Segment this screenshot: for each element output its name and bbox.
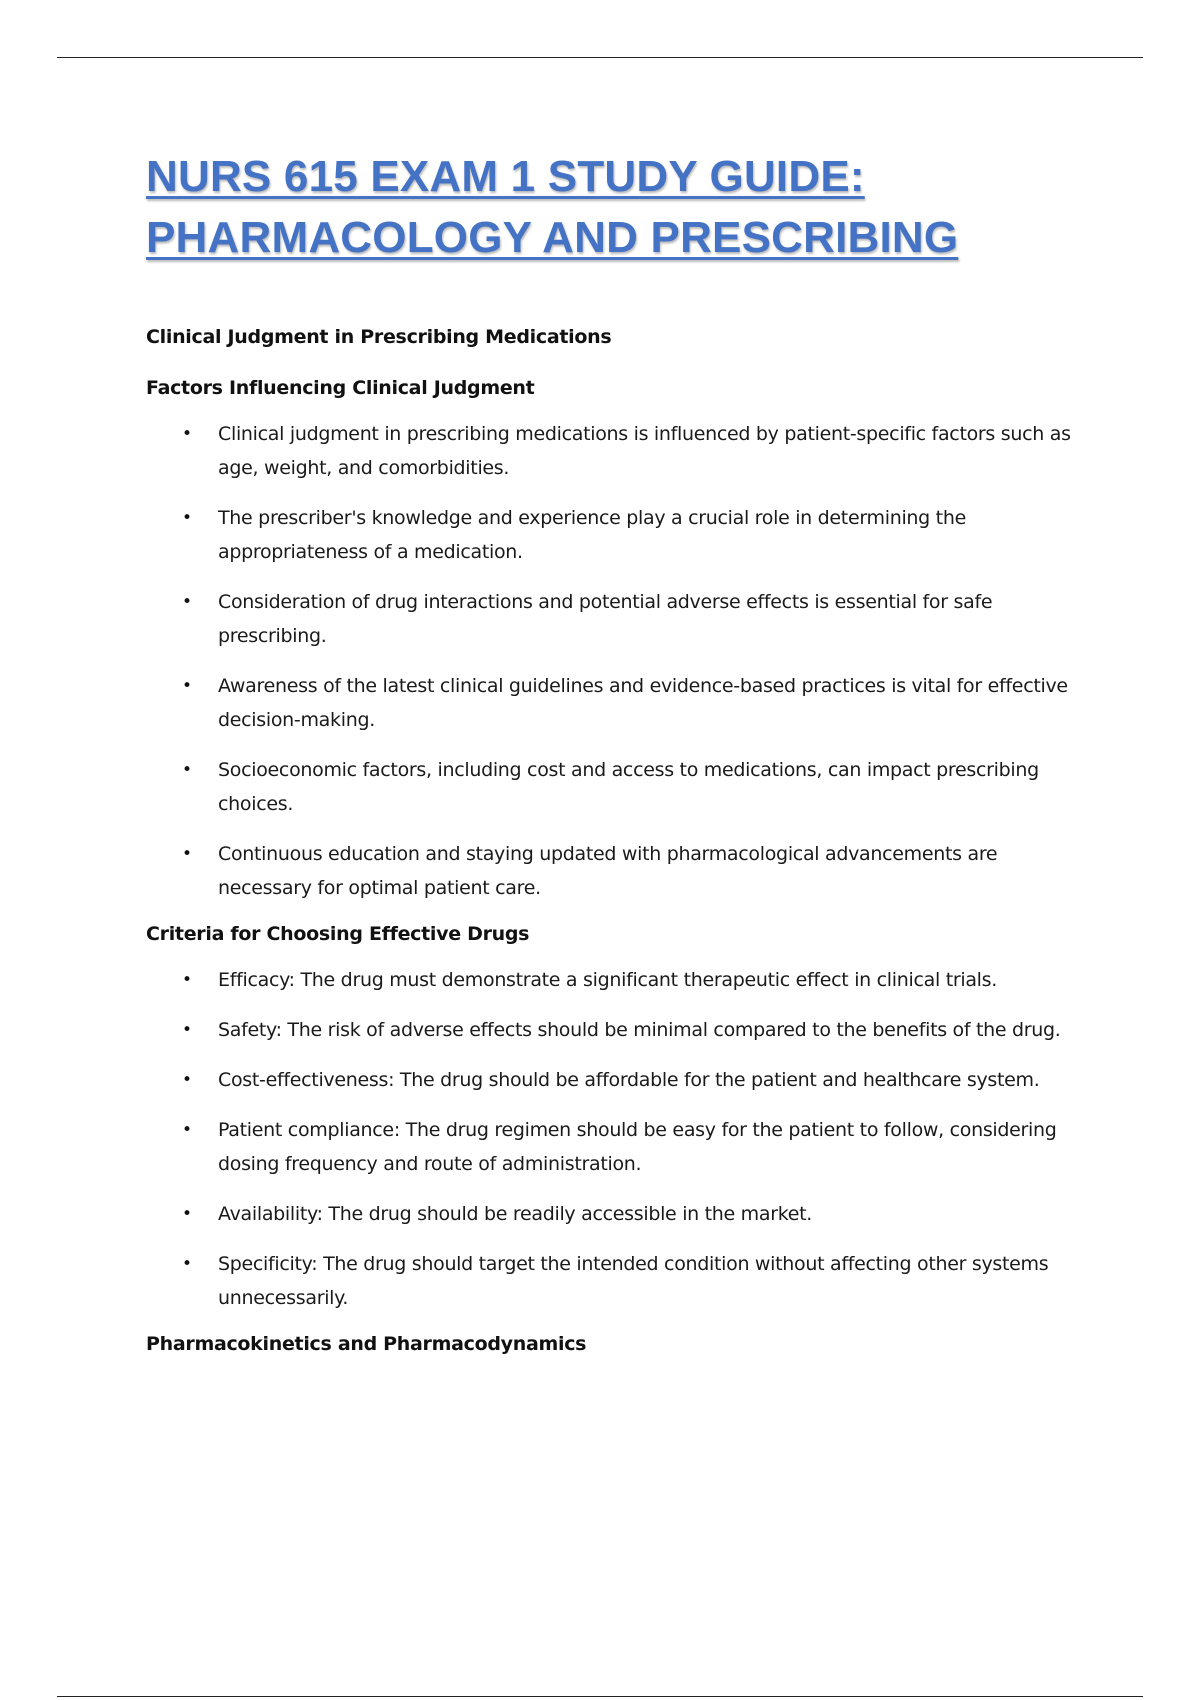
heading-clinical-judgment: Clinical Judgment in Prescribing Medications — [146, 326, 612, 348]
list-item-text: Safety: The risk of adverse effects should be minimal compared to the benefits of the drug. — [218, 1019, 1061, 1041]
page-content — [146, 146, 1096, 1373]
list-item — [146, 837, 1096, 905]
document-title-line-2: PHARMACOLOGY AND PRESCRIBING — [146, 213, 959, 262]
list-item-text: Efficacy: The drug must demonstrate a significant therapeutic effect in clinical trials. — [218, 969, 997, 991]
document-title — [146, 146, 1096, 268]
list-item — [146, 669, 1096, 737]
list-item — [146, 1113, 1096, 1181]
list-item — [146, 1013, 1096, 1047]
list-item-text: Cost-effectiveness: The drug should be affordable for the patient and healthcare system. — [218, 1069, 1040, 1091]
criteria-bullet-list — [146, 963, 1096, 1315]
bullet-icon: • — [182, 508, 192, 528]
list-item-text: Awareness of the latest clinical guidelines and evidence-based practices is vital for effective decision-making. — [218, 675, 1068, 731]
document-title-line-1: NURS 615 EXAM 1 STUDY GUIDE: — [146, 152, 865, 201]
list-item — [146, 585, 1096, 653]
bullet-icon: • — [182, 1070, 192, 1090]
list-item-text: The prescriber's knowledge and experience play a crucial role in determining the appropriateness of a medication. — [218, 507, 966, 563]
bullet-icon: • — [182, 760, 192, 780]
list-item-text: Socioeconomic factors, including cost and access to medications, can impact prescribing choices. — [218, 759, 1039, 815]
list-item — [146, 417, 1096, 485]
list-item-text: Continuous education and staying updated with pharmacological advancements are necessary for optimal patient care. — [218, 843, 998, 899]
list-item — [146, 1197, 1096, 1231]
heading-pharmacokinetics: Pharmacokinetics and Pharmacodynamics — [146, 1333, 587, 1355]
bullet-icon: • — [182, 844, 192, 864]
bullet-icon: • — [182, 1020, 192, 1040]
list-item-text: Specificity: The drug should target the intended condition without affecting other systems unnecessarily. — [218, 1253, 1049, 1309]
bullet-icon: • — [182, 1254, 192, 1274]
bullet-icon: • — [182, 424, 192, 444]
list-item — [146, 753, 1096, 821]
list-item-text: Consideration of drug interactions and potential adverse effects is essential for safe prescribing. — [218, 591, 993, 647]
bottom-horizontal-rule — [57, 1696, 1143, 1697]
heading-factors-influencing: Factors Influencing Clinical Judgment — [146, 377, 535, 399]
bullet-icon: • — [182, 676, 192, 696]
bullet-icon: • — [182, 1120, 192, 1140]
list-item — [146, 1247, 1096, 1315]
list-item — [146, 501, 1096, 569]
list-item-text: Availability: The drug should be readily accessible in the market. — [218, 1203, 813, 1225]
list-item — [146, 1063, 1096, 1097]
list-item — [146, 963, 1096, 997]
heading-criteria-effective-drugs: Criteria for Choosing Effective Drugs — [146, 923, 530, 945]
factors-bullet-list — [146, 417, 1096, 905]
list-item-text: Patient compliance: The drug regimen should be easy for the patient to follow, considering dosing frequency and route of administration. — [218, 1119, 1057, 1175]
bullet-icon: • — [182, 1204, 192, 1224]
top-horizontal-rule — [57, 57, 1143, 58]
bullet-icon: • — [182, 592, 192, 612]
list-item-text: Clinical judgment in prescribing medications is influenced by patient-specific factors such as age, weight, and comorbidities. — [218, 423, 1071, 479]
bullet-icon: • — [182, 970, 192, 990]
